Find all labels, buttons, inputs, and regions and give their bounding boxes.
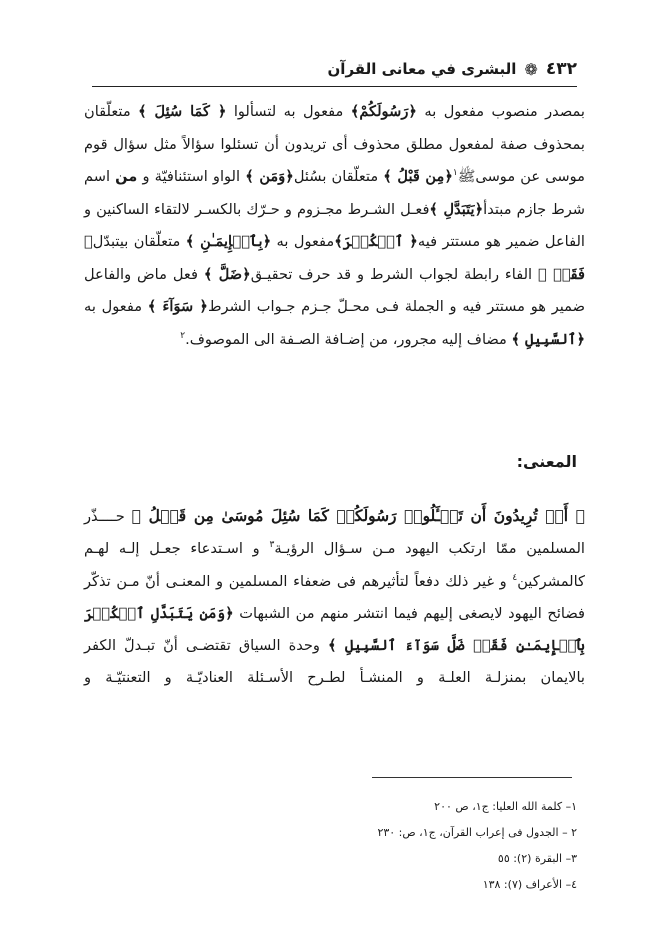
text-segment: و غير ذلك دفعاً لتأثيرهم فى ضعفاء المسلمين و المعنـى أنّ مـن تذكّر فضائح اليهود لايصغى إليهم فيما انتشر منهم من الشبهات <box>84 572 585 622</box>
text-segment: بمصدر منصوب مفعول به <box>416 103 585 120</box>
quran-term: ﴿ٱلسَّبِيلِ ﴾ <box>511 330 585 348</box>
footnote-ref: ٢ <box>180 330 186 341</box>
quran-term: ﴿وَمَن ﴾ <box>245 168 294 185</box>
quran-term: ﴿رَسُولَكُمْ﴾ <box>350 103 417 120</box>
footnote-ref: ٤ <box>512 572 518 583</box>
ornament-icon: ❁ <box>524 59 538 79</box>
text-segment: متعلّقان بمحذوف صفة لمفعول مطلق محذوف أى تريدون أن تسئلوا سؤالاً مثل سؤال قوم موسى عن موسى <box>84 103 585 185</box>
meaning-heading: المعنى: <box>516 452 577 471</box>
running-header <box>92 55 577 83</box>
footnote-item: ٢ – الجدول فى إعراب القرآن، ج١، ص: ٢٣٠ <box>377 826 577 839</box>
text-segment: الفاء رابطة لجواب الشرط و قد حرف تحقيـق <box>250 265 539 283</box>
text-segment: فعل ماض والفاعل ضمير هو مستتر فيه و الجملة فـى محـلّ جـزم جـواب الشرط <box>84 265 586 315</box>
footnote-divider <box>372 777 572 778</box>
quran-term: ﴿ فَقَدۡ ﴾ <box>84 233 586 283</box>
grammar-paragraph <box>84 96 585 356</box>
footnote-item: ٤– الأعراف (٧): ١٣٨ <box>482 878 577 891</box>
text-segment: و اسـتدعاء جعـل إلـه لهـم كالمشركين <box>84 540 585 590</box>
grammar-section <box>84 96 585 356</box>
bold-term: من <box>115 168 138 185</box>
quran-term: ﴿ سَوَآءَ ﴾ <box>147 298 208 315</box>
text-segment: وحدة السياق تقتضـى أنّ تبـدلّ الكفر بالايمان بمنزلـة العلـة و المنشـأ لطـرح الأسـئلة العناديّـة و التعنتيّـة و <box>84 637 585 687</box>
footnotes <box>84 794 577 898</box>
page-number: ٤٣٢ <box>545 59 577 79</box>
header-divider <box>92 86 577 87</box>
meaning-section <box>84 500 585 695</box>
text-segment: مفعول به <box>84 298 148 315</box>
book-title: البشرى في معانى القرآن <box>327 60 517 78</box>
text-segment: متعلّقان بيتبدّل <box>92 233 186 250</box>
footnote-ref: ٣ <box>269 540 275 551</box>
text-segment: مفعول به <box>271 233 335 250</box>
footnote-ref: ١ <box>452 168 458 179</box>
meaning-paragraph <box>84 500 585 695</box>
quran-term: ﴿ كَمَا سُئِلَ ﴾ <box>138 103 227 120</box>
quran-term: ﴿يَتَبَدَّلِ ﴾ <box>429 200 484 218</box>
text-segment: حــــذّر المسلمين ممّا ارتكب اليهود مـن سـؤال الرؤيـة <box>84 508 585 558</box>
quran-verse: ﴿ أَمۡ تُرِيدُونَ أَن تَسۡـَٔلُوا۟ رَسُولَكُمۡ كَمَا سُئِلَ مُوسَىٰ مِن قَبۡلُ ﴾ <box>131 507 585 525</box>
quran-term: ﴿بِٱلۡإِيمَـٰنِ ﴾ <box>185 233 272 250</box>
text-segment: اسم شرط جازم مبتدأ <box>84 168 585 218</box>
text-segment: فعـل الشـرط مجـزوم و حـرّك بالكسـر لالتقاء الساكنين و الفاعل ضمير هو مستتر فيه <box>84 200 585 250</box>
text-segment: الواو استئنافيّة و <box>137 168 246 185</box>
footnote-item: ٣– البقرة (٢): ٥٥ <box>497 852 577 865</box>
quran-term: ﴿ضَلَّ ﴾ <box>203 265 251 283</box>
quran-term: ﴿مِن قَبْلُ ﴾ <box>383 168 453 185</box>
text-segment: متعلّقان بسُئل <box>293 168 384 185</box>
quran-term: ﴿ ٱلۡكُفۡرَ﴾ <box>334 233 418 250</box>
quran-verse: ﴿وَمَن يَتَبَدَّلِ ٱلۡكُفۡرَ بِٱلۡإِيمَـٰنِ فَقَدۡ ضَلَّ سَوَآءَ ٱلسَّبِيلِ ﴾ <box>84 604 585 655</box>
text-segment: مفعول به لتسألوا <box>226 103 351 120</box>
honorific-symbol: ﷺ <box>457 168 476 185</box>
footnote-item: ١– كلمة الله العليا: ج١، ص ٢٠٠ <box>434 800 577 813</box>
text-segment: مضاف إليه مجرور، من إضـافة الصـفة الى الموصوف. <box>185 330 512 348</box>
